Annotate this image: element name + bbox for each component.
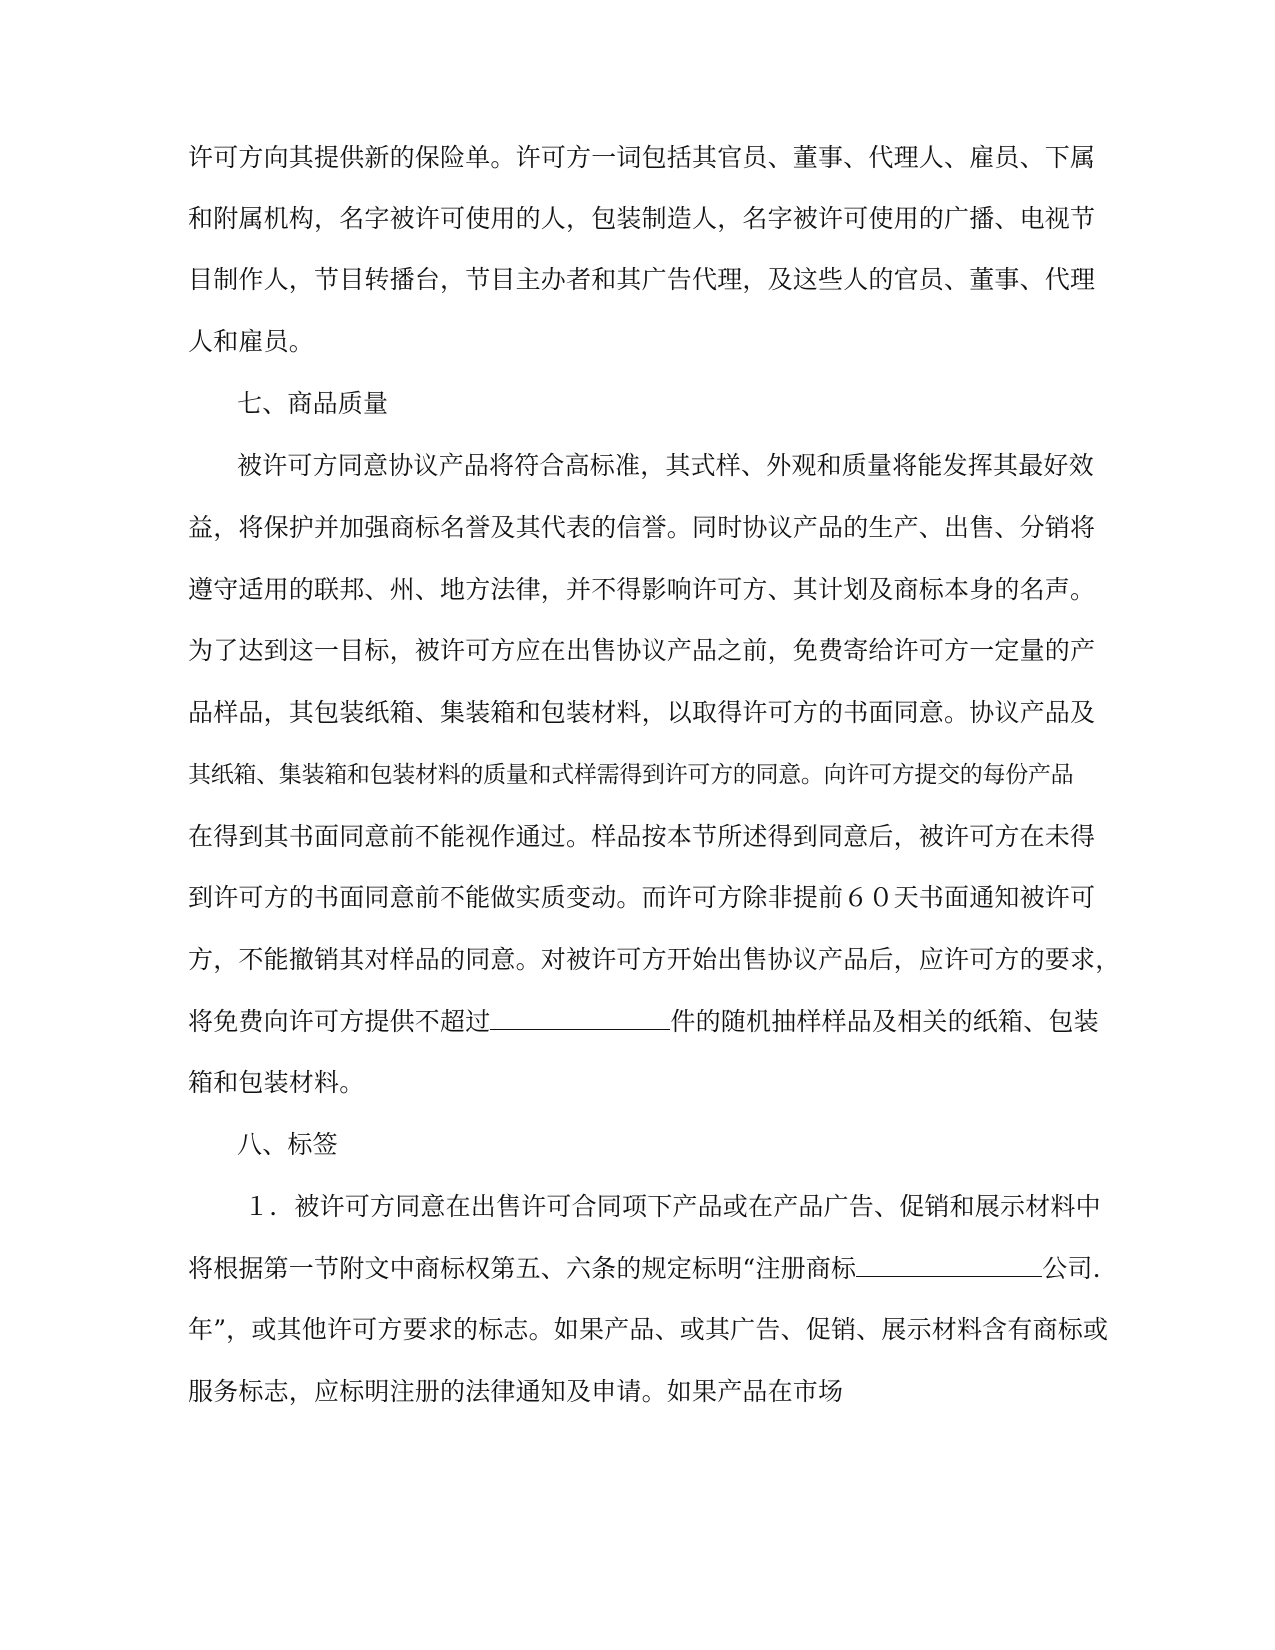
- text-line-10: 其纸箱、集装箱和包装材料的质量和式样需得到许可方的同意。向许可方提交的每份产品: [188, 762, 1074, 788]
- text-segment: 件的随机抽样样品及相关的纸箱、包装: [670, 1007, 1099, 1036]
- text-line-18: 年”，或其他许可方要求的标志。如果产品、或其广告、促销、展示材料含有商标或: [188, 1315, 1109, 1344]
- fill-in-blank: [490, 1007, 670, 1030]
- text-line-2: 和附属机构，名字被许可使用的人，包装制造人，名字被许可使用的广播、电视节: [188, 204, 1096, 233]
- text-line-14: [188, 1007, 1099, 1037]
- text-line-16: １．被许可方同意在出售许可合同项下产品或在产品广告、促销和展示材料中: [244, 1192, 1101, 1221]
- text-line-4: 人和雇员。: [188, 327, 315, 356]
- text-segment: 将根据第一节附文中商标权第五、六条的规定标明“注册商标: [188, 1254, 857, 1283]
- text-line-13: 方，不能撤销其对样品的同意。对被许可方开始出售协议产品后，应许可方的要求，: [188, 945, 1121, 974]
- text-line-15: 箱和包装材料。: [188, 1068, 365, 1097]
- section-heading-7: 七、商品质量: [237, 389, 389, 418]
- text-line-1: 许可方向其提供新的保险单。许可方一词包括其官员、董事、代理人、雇员、下属: [188, 143, 1096, 172]
- text-line-6: 益，将保护并加强商标名誉及其代表的信誉。同时协议产品的生产、出售、分销将: [188, 513, 1096, 542]
- text-line-17: 将根据第一节附文中商标权第五、六条的规定标明“注册商标 公司.: [188, 1254, 1101, 1283]
- text-line-9: 品样品，其包装纸箱、集装箱和包装材料，以取得许可方的书面同意。协议产品及: [188, 698, 1096, 727]
- text-line-19: 服务标志，应标明注册的法律通知及申请。如果产品在市场: [188, 1377, 844, 1406]
- section-heading-8: 八、标签: [237, 1130, 338, 1159]
- text-line-5: 被许可方同意协议产品将符合高标准，其式样、外观和质量将能发挥其最好效: [237, 451, 1094, 480]
- text-line-12: 到许可方的书面同意前不能做实质变动。而许可方除非提前６０天书面通知被许可: [188, 883, 1096, 912]
- text-line-7: 遵守适用的联邦、州、地方法律，并不得影响许可方、其计划及商标本身的名声。: [188, 575, 1096, 604]
- text-line-8: 为了达到这一目标，被许可方应在出售协议产品之前，免费寄给许可方一定量的产: [188, 636, 1096, 665]
- text-line-3: 目制作人，节目转播台，节目主办者和其广告代理，及这些人的官员、董事、代理: [188, 265, 1096, 294]
- text-line-11: 在得到其书面同意前不能视作通过。样品按本节所述得到同意后，被许可方在未得: [188, 822, 1096, 851]
- text-segment: 将免费向许可方提供不超过: [188, 1007, 491, 1036]
- fill-in-blank: [856, 1254, 1042, 1277]
- text-segment: 公司: [1042, 1254, 1093, 1283]
